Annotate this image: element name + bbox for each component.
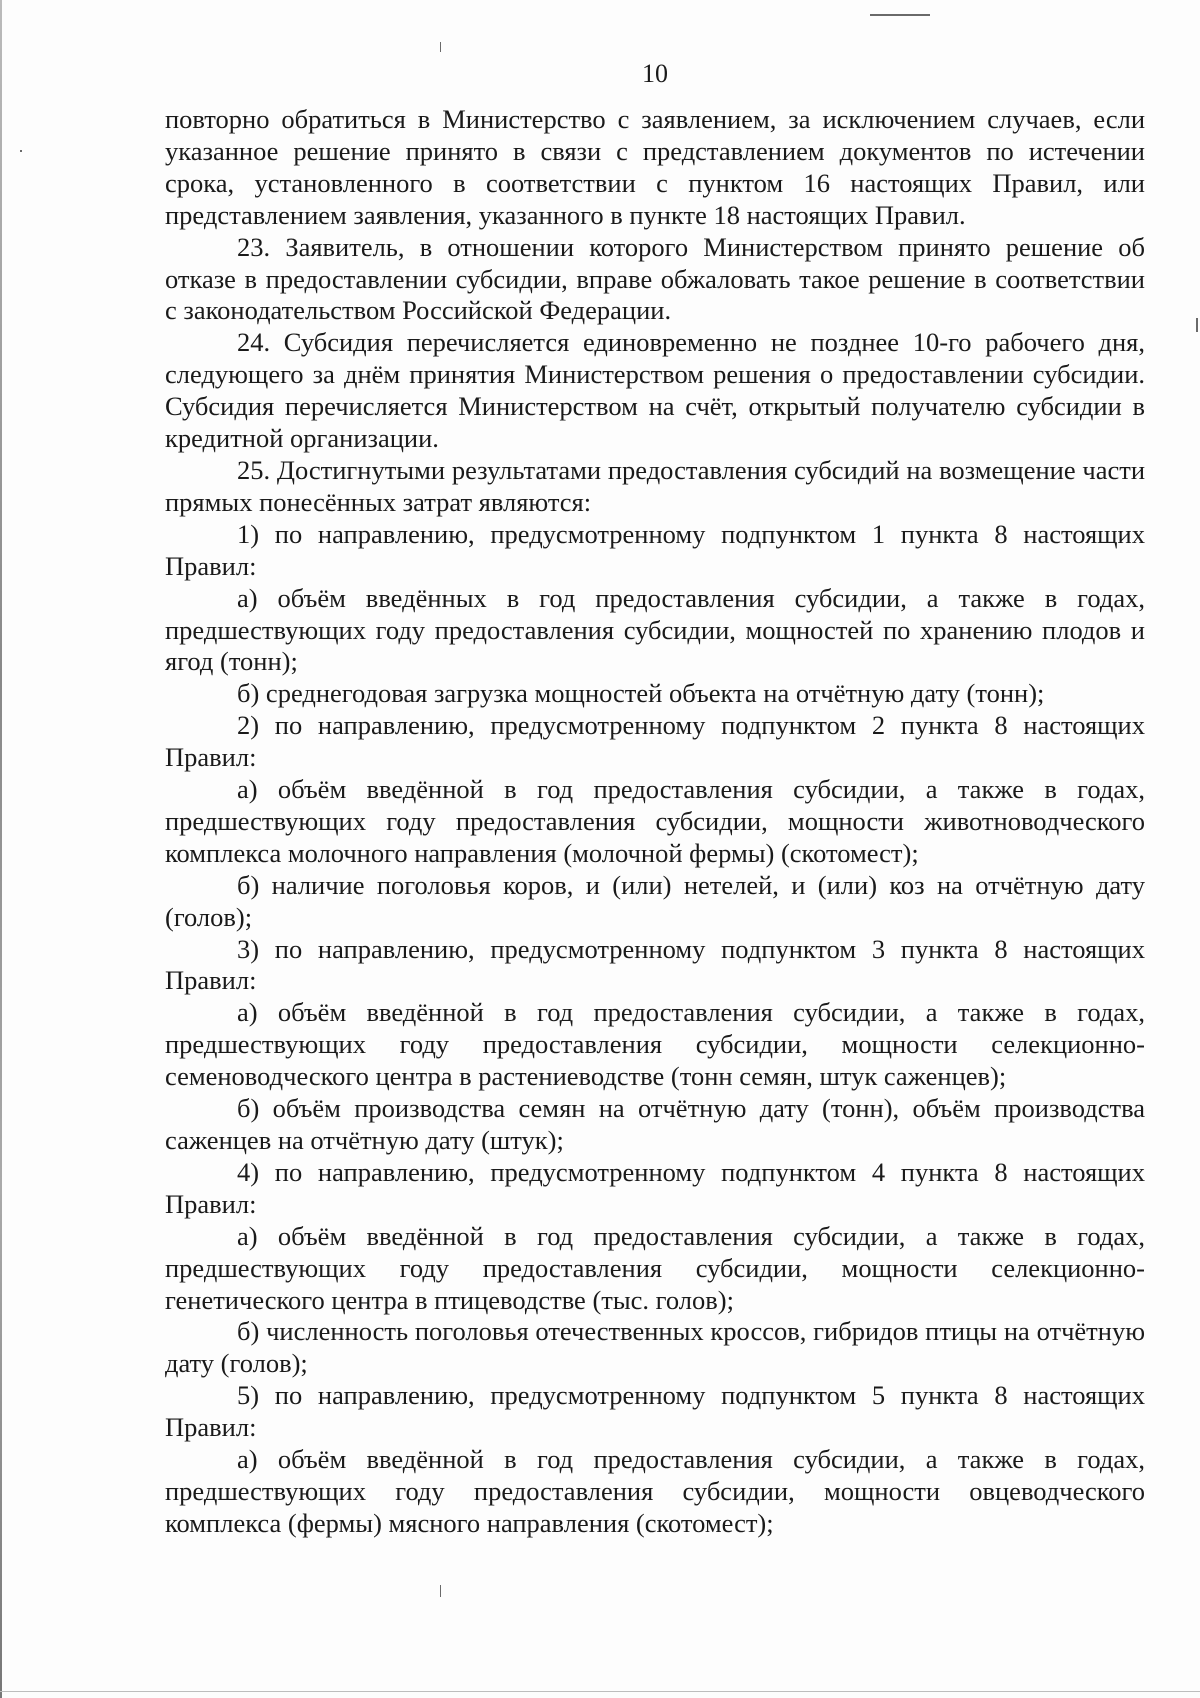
paragraph-25-item-4a: а) объём введённой в год предоставления субсидии, а также в годах, предшествующих году предоставления субсидии, мощности селекционно-генетического центра в птицеводстве (тыс. голов); (165, 1220, 1145, 1315)
scan-speck (870, 14, 930, 16)
scan-speck (1196, 318, 1198, 332)
scan-left-edge (0, 0, 2, 1698)
paragraph-25-item-1b: б) среднегодовая загрузка мощностей объекта на отчётную дату (тонн); (237, 678, 1045, 709)
paragraph-23: 23. Заявитель, в отношении которого Министерством принято решение об отказе в предоставлении субсидии, вправе обжаловать такое решение в соответствии с законодательством Российской Федерации. (165, 231, 1145, 326)
paragraph-25-item-2a: а) объём введённой в год предоставления субсидии, а также в годах, предшествующих году предоставления субсидии, мощности животноводческого комплекса молочного направления (молочной фермы) (скотомест); (165, 774, 1145, 868)
paragraph-25-item-2b: б) наличие поголовья коров, и (или) нетелей, и (или) коз на отчётную дату (голов); (165, 869, 1145, 932)
paragraph-25-item-3a: а) объём введённой в год предоставления субсидии, а также в годах, предшествующих году предоставления субсидии, мощности селекционно-семеноводческого центра в растениеводстве (тонн семян, штук саженцев); (165, 997, 1145, 1092)
scan-speck (440, 42, 441, 52)
paragraph-25-item-5a: а) объём введённой в год предоставления субсидии, а также в годах, предшествующих году предоставления субсидии, мощности овцеводческого комплекса (фермы) мясного направления (скотомест); (165, 1444, 1145, 1538)
paragraph-continuation: повторно обратиться в Министерство с заявлением, за исключением случаев, если указанное решение принято в связи с представлением документов по истечении срока, установленного в соответствии с пунктом 16 настоящих Правил, или представлением заявления, указанного в пункте 18 настоящих Правил. (165, 104, 1145, 230)
paragraph-25-item-2: 2) по направлению, предусмотренному подпунктом 2 пункта 8 настоящих Правил: (165, 710, 1145, 773)
paragraph-25-item-4: 4) по направлению, предусмотренному подпунктом 4 пункта 8 настоящих Правил: (165, 1156, 1145, 1219)
scan-speck (20, 150, 22, 152)
paragraph-25: 25. Достигнутыми результатами предоставления субсидий на возмещение части прямых понесённых затрат являются: (165, 454, 1145, 517)
paragraph-25-item-3b: б) объём производства семян на отчётную дату (тонн), объём производства саженцев на отчётную дату (штук); (165, 1093, 1145, 1155)
paragraph-25-item-3: 3) по направлению, предусмотренному подпунктом 3 пункта 8 настоящих Правил: (165, 933, 1145, 996)
scan-bottom-edge (0, 1691, 1200, 1692)
paragraph-24: 24. Субсидия перечисляется единовременно не позднее 10-го рабочего дня, следующего за днём принятия Министерством решения о предоставлении субсидии. Субсидия перечисляется Министерством на счёт, открытый получателю субсидии в кредитной организации. (165, 327, 1145, 454)
scan-speck (440, 1585, 441, 1597)
paragraph-25-item-5: 5) по направлению, предусмотренному подпунктом 5 пункта 8 настоящих Правил: (165, 1380, 1145, 1443)
paragraph-25-item-1: 1) по направлению, предусмотренному подпунктом 1 пункта 8 настоящих Правил: (165, 518, 1145, 581)
paragraph-25-item-4b: б) численность поголовья отечественных кроссов, гибридов птицы на отчётную дату (голов); (165, 1316, 1145, 1379)
document-body (165, 104, 1145, 1540)
page-number: 10 (642, 59, 668, 88)
paragraph-25-item-1a: а) объём введённых в год предоставления субсидии, а также в годах, предшествующих году предоставления субсидии, мощностей по хранению плодов и ягод (тонн); (165, 582, 1145, 677)
